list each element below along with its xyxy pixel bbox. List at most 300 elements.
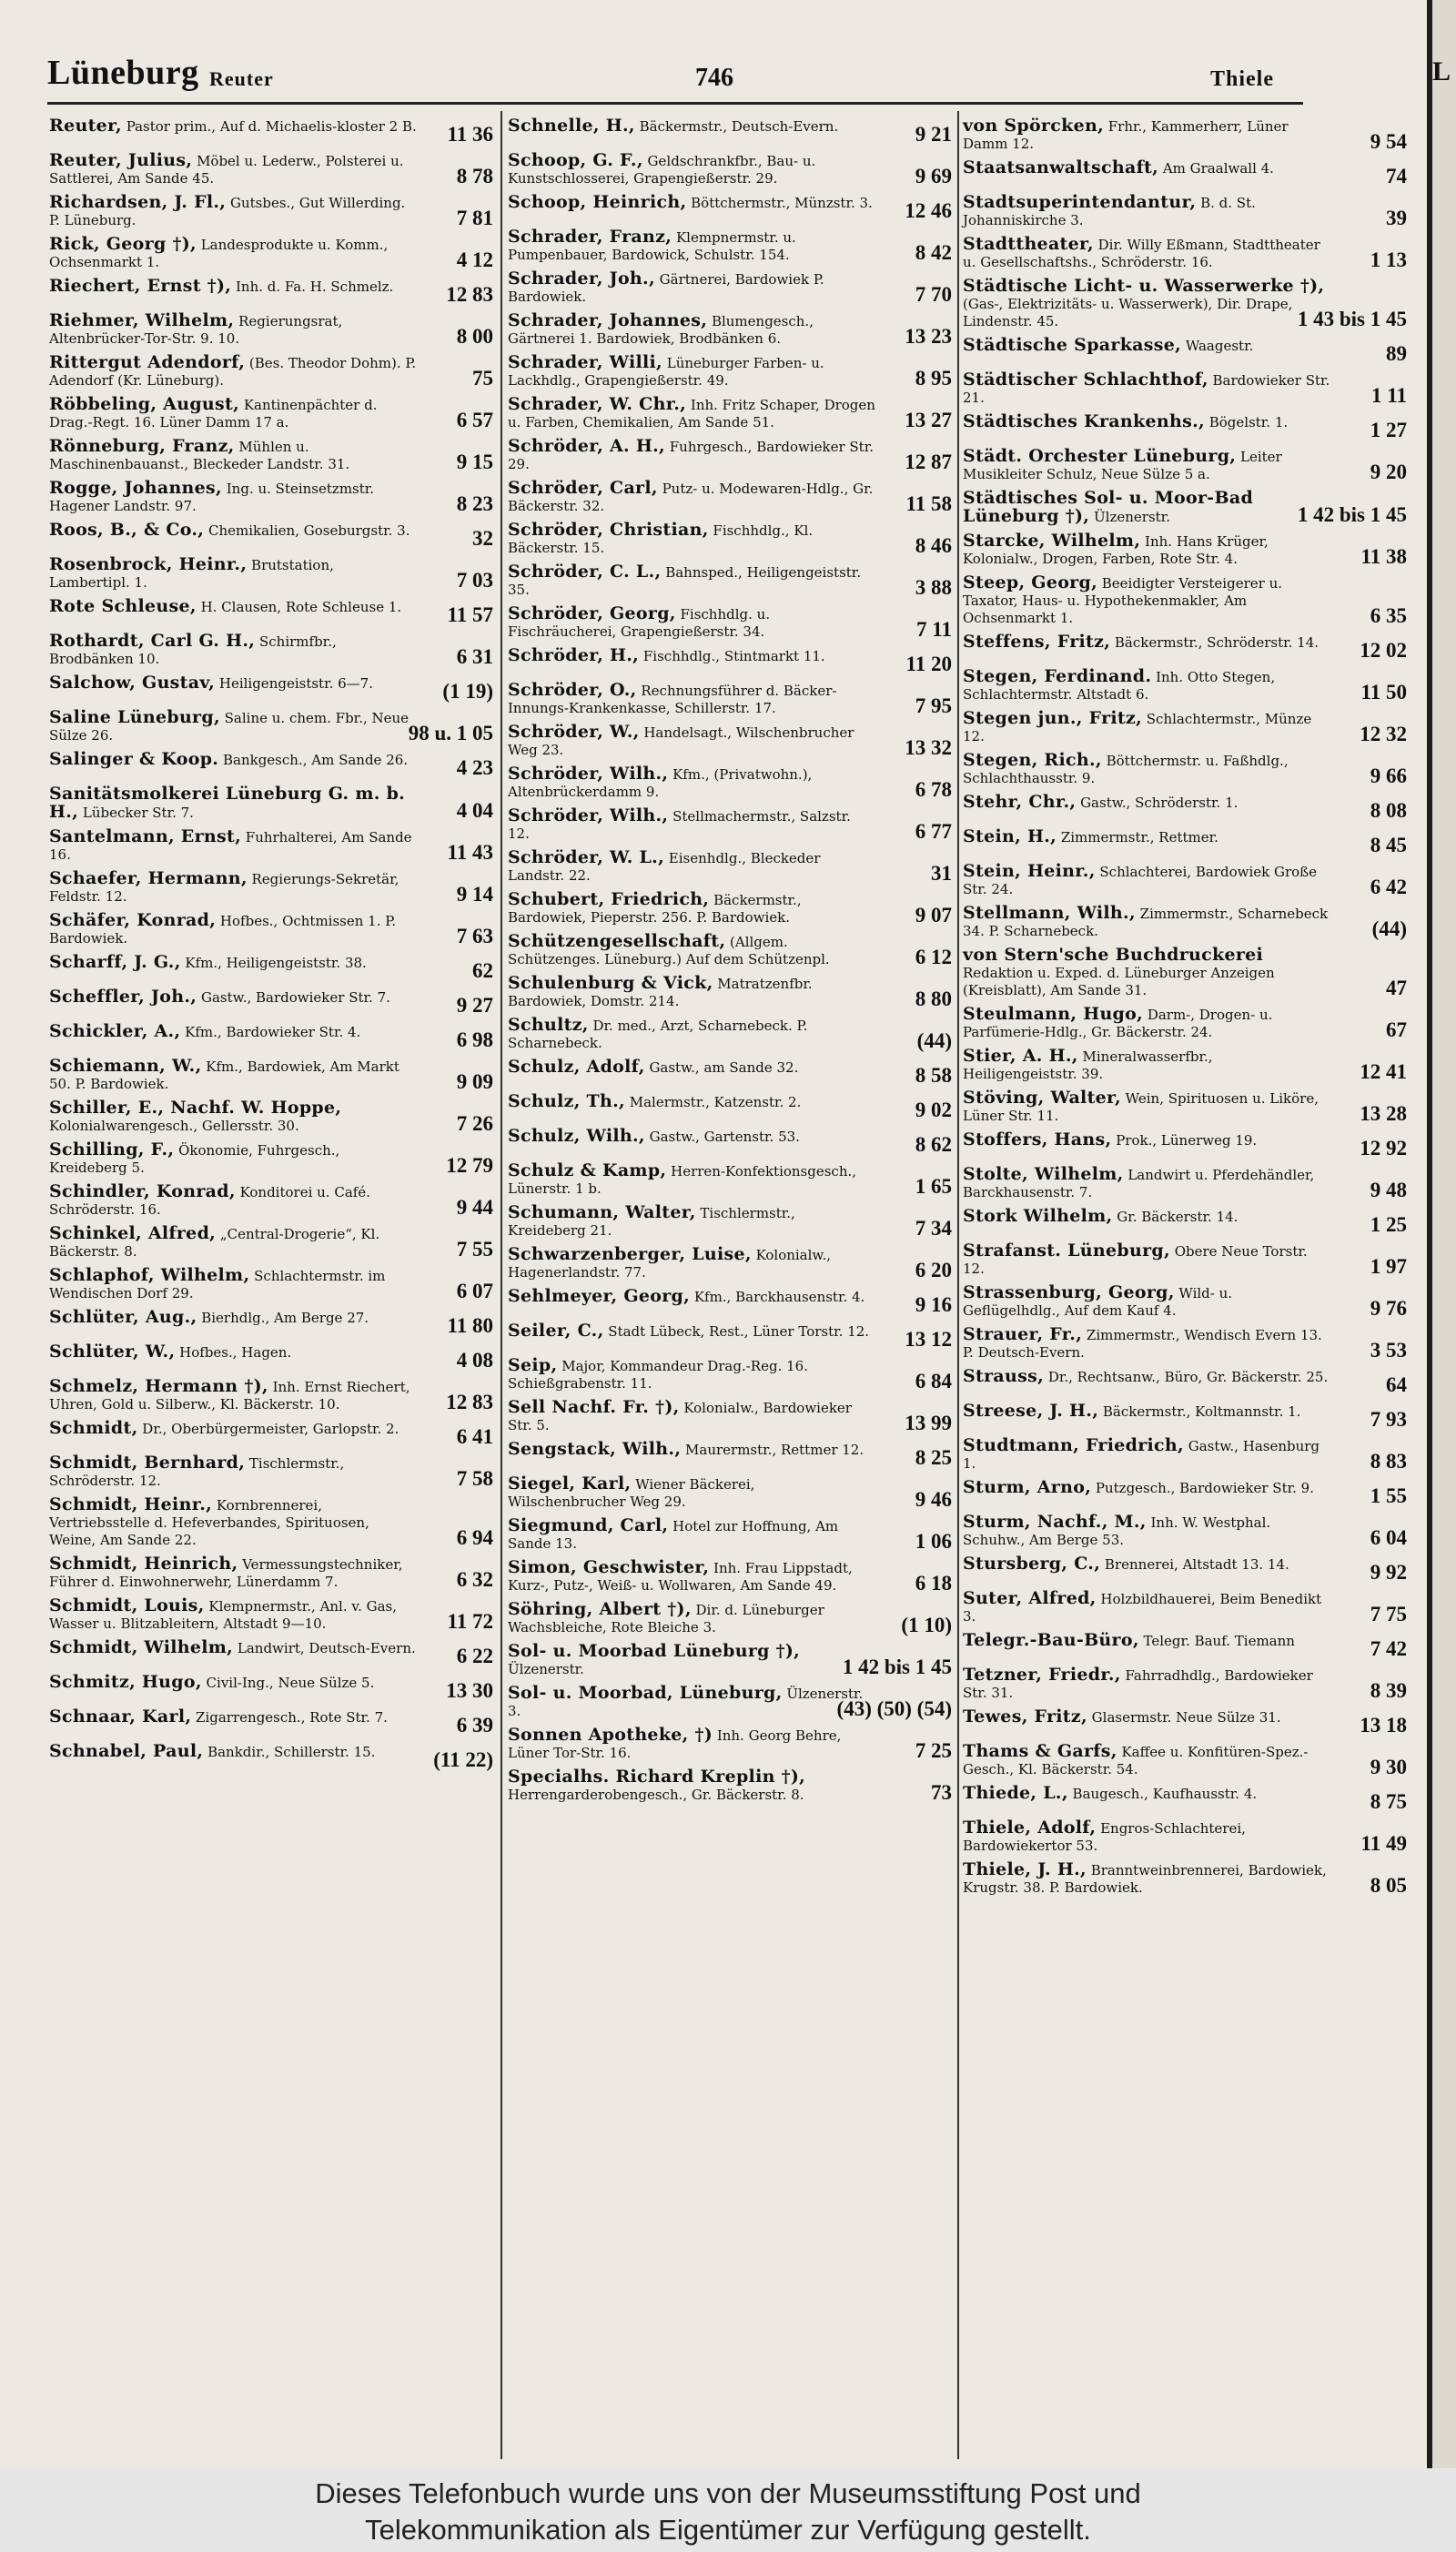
entry-description: Fahrradhdlg., Bardowieker Str. 31. — [963, 1667, 1313, 1701]
entry-phone-number: 9 66 — [1370, 765, 1407, 787]
directory-entry — [508, 191, 954, 226]
entry-name: Schumann, Walter, — [508, 1202, 696, 1222]
entry-description: Dr., Rechtsanw., Büro, Gr. Bäckerstr. 25. — [1047, 1369, 1329, 1385]
entry-description: Inh. Georg Behre, Lüner Tor-Str. 16. — [508, 1727, 842, 1761]
directory-entry — [49, 1020, 495, 1055]
directory-entry — [508, 1766, 954, 1808]
entry-name: Schoop, G. F., — [508, 150, 643, 170]
directory-entry — [49, 1097, 495, 1139]
entry-name: Steffens, Fritz, — [963, 632, 1111, 652]
directory-entry — [49, 1740, 495, 1775]
entry-description: (Bes. Theodor Dohm). P. Adendorf (Kr. Lüneburg). — [49, 355, 417, 389]
entry-phone-number: 8 08 — [1370, 799, 1407, 822]
entry-name: Stursberg, C., — [963, 1554, 1101, 1574]
entry-phone-number: 9 20 — [1370, 461, 1407, 483]
entry-name: Siegmund, Carl, — [508, 1515, 669, 1535]
entry-name: Studtmann, Friedrich, — [963, 1435, 1184, 1455]
entry-description: Brennerei, Altstadt 13. 14. — [1104, 1556, 1289, 1573]
entry-description: Kfm., Barckhausenstr. 4. — [693, 1289, 865, 1305]
entry-phone-number: 9 09 — [456, 1070, 493, 1093]
entry-phone-number: 6 41 — [456, 1425, 493, 1448]
header-last-entry: Thiele — [1210, 67, 1274, 91]
entry-name: Schröder, Wilh., — [508, 805, 669, 825]
entry-name: Städtisches Krankenhs., — [963, 411, 1205, 431]
directory-entry — [508, 519, 954, 561]
entry-description: Schlachtermstr. im Wendischen Dorf 29. — [49, 1268, 386, 1301]
entry-phone-number: 7 95 — [915, 694, 952, 717]
entry-name: Telegr.-Bau-Büro, — [963, 1630, 1139, 1650]
entry-description: Schlachterei, Bardowiek Große Str. 24. — [963, 864, 1318, 897]
directory-entry — [508, 1160, 954, 1201]
directory-entry — [963, 334, 1409, 369]
entry-description: Tischlermstr., Schröderstr. 12. — [49, 1455, 345, 1489]
entry-name: Schröder, Georg, — [508, 603, 676, 623]
entry-name: von Spörcken, — [963, 116, 1104, 136]
entry-name: Schoop, Heinrich, — [508, 192, 687, 212]
entry-description: Gr. Bäckerstr. 14. — [1117, 1209, 1239, 1225]
entry-phone-number: 13 23 — [905, 325, 952, 348]
entry-description: Mühlen u. Maschinenbauanst., Bleckeder Landstr. 31. — [49, 439, 350, 472]
entry-description: Civil-Ing., Neue Sülze 5. — [206, 1675, 375, 1691]
entry-phone-number: 4 04 — [456, 799, 493, 822]
entry-description: Gastw., Hasenburg 1. — [963, 1438, 1320, 1472]
entry-phone-number: 13 28 — [1360, 1102, 1407, 1125]
entry-description: Beeidigter Versteigerer u. Taxator, Haus- u. Hypothekenmakler, Am Ochsenmarkt 1. — [963, 575, 1282, 626]
entry-description: Branntweinbrennerei, Bardowiek, Krugstr. 38. P. Bardowiek. — [963, 1862, 1327, 1896]
entry-description: Dr., Oberbürgermeister, Garlopstr. 2. — [142, 1421, 399, 1437]
entry-phone-number: 8 78 — [456, 165, 493, 187]
entry-phone-number: 6 07 — [456, 1280, 493, 1302]
entry-name: Rosenbrock, Heinr., — [49, 554, 248, 574]
entry-name: Schubert, Friedrich, — [508, 889, 710, 909]
entry-name: Sol- u. Moorbad, Lüneburg, — [508, 1683, 783, 1703]
entry-description: Stadt Lübeck, Rest., Lüner Torstr. 12. — [608, 1323, 870, 1340]
directory-entry — [49, 275, 495, 309]
entry-description: Inh. Frau Lippstadt, Kurz-, Putz-, Weiß- u. Wollwaren, Am Sande 49. — [508, 1560, 853, 1594]
entry-name: Schröder, C. L., — [508, 562, 662, 582]
entry-name: Suter, Alfred, — [963, 1588, 1097, 1608]
entry-description: B. d. St. Johanniskirche 3. — [963, 195, 1256, 228]
entry-description: Dir. Willy Eßmann, Stadttheater u. Gesellschaftshs., Schröderstr. 16. — [963, 237, 1320, 270]
entry-name: Stehr, Chr., — [963, 792, 1077, 812]
entry-name: Steep, Georg, — [963, 572, 1097, 592]
entry-description: Pastor prim., Auf d. Michaelis-kloster 2 B. — [126, 118, 417, 135]
entry-description: Leiter Musikleiter Schulz, Neue Sülze 5 a. — [963, 449, 1282, 482]
entry-description: Engros-Schlachterei, Bardowiekertor 53. — [963, 1820, 1246, 1854]
directory-entry — [963, 1476, 1409, 1511]
directory-entry — [508, 1396, 954, 1438]
directory-entry — [508, 351, 954, 393]
entry-name: Stadttheater, — [963, 234, 1094, 254]
entry-phone-number: 6 39 — [456, 1714, 493, 1737]
entry-phone-number: 8 58 — [915, 1064, 952, 1087]
entry-description: Wein, Spirituosen u. Liköre, Lüner Str. 11. — [963, 1090, 1319, 1124]
directory-entry — [49, 1706, 495, 1740]
entry-description: Tischlermstr., Kreideberg 21. — [508, 1205, 795, 1239]
entry-description: Fischhdlg., Kl. Bäckerstr. 15. — [508, 522, 814, 556]
entry-name: Riehmer, Wilhelm, — [49, 310, 235, 330]
entry-description: Brutstation, Lambertipl. 1. — [49, 557, 334, 591]
entry-description: Inh. Ernst Riechert, Uhren, Gold u. Silberw., Kl. Bäckerstr. 10. — [49, 1379, 410, 1413]
entry-phone-number: 13 12 — [905, 1328, 952, 1351]
directory-entry — [508, 930, 954, 972]
entry-description: Schlachtermstr., Münze 12. — [963, 711, 1312, 744]
entry-description: Mineralwasserfbr., Heiligengeiststr. 39. — [963, 1048, 1213, 1082]
entry-name: Sonnen Apotheke, †) — [508, 1725, 713, 1745]
directory-entry — [963, 410, 1409, 445]
directory-entry — [963, 157, 1409, 191]
entry-name: Schulz, Wilh., — [508, 1126, 645, 1146]
entry-phone-number: 4 23 — [456, 756, 493, 779]
directory-entry — [49, 1553, 495, 1595]
directory-entry — [49, 1452, 495, 1494]
directory-entry — [49, 115, 495, 149]
entry-phone-number: 7 63 — [456, 925, 493, 947]
directory-entry — [49, 706, 495, 748]
entry-description: Frhr., Kammerherr, Lüner Damm 12. — [963, 118, 1289, 152]
directory-entry — [963, 1323, 1409, 1365]
entry-phone-number: 1 97 — [1370, 1255, 1407, 1278]
entry-phone-number: 7 81 — [456, 207, 493, 229]
entry-name: Simon, Geschwister, — [508, 1557, 710, 1577]
entry-phone-number: 7 34 — [915, 1217, 952, 1240]
footer-notice — [0, 2468, 1456, 2552]
entry-name: Schiller, E., Nachf. W. Hoppe, — [49, 1098, 342, 1118]
entry-name: Stein, Heinr., — [963, 861, 1096, 881]
entry-description: Kfm., Bardowiek, Am Markt 50. P. Bardowiek. — [49, 1058, 399, 1092]
entry-phone-number: 8 62 — [915, 1133, 952, 1156]
directory-entry — [508, 603, 954, 644]
entry-name: Schickler, A., — [49, 1021, 181, 1041]
directory-entry — [508, 1243, 954, 1285]
entry-name: Stellmann, Wilh., — [963, 903, 1136, 923]
entry-phone-number: 9 76 — [1370, 1297, 1407, 1320]
entry-description: Dr. med., Arzt, Scharnebeck. P. Scharnebeck. — [508, 1018, 808, 1051]
entry-phone-number: 11 57 — [447, 603, 493, 626]
entry-phone-number: 74 — [1386, 165, 1407, 187]
directory-entry — [963, 1740, 1409, 1782]
entry-phone-number: 7 75 — [1370, 1603, 1407, 1625]
entry-description: Kaffee u. Konfitüren-Spez.-Gesch., Kl. Bäckerstr. 54. — [963, 1744, 1309, 1777]
entry-description: „Central-Drogerie“, Kl. Bäckerstr. 8. — [49, 1226, 380, 1260]
entry-name: Stork Wilhelm, — [963, 1206, 1113, 1226]
entry-phone-number: 75 — [472, 367, 493, 390]
entry-name: Schindler, Konrad, — [49, 1181, 236, 1201]
entry-description: Maurermstr., Rettmer 12. — [685, 1442, 864, 1458]
entry-phone-number: 47 — [1386, 977, 1407, 999]
entry-name: Städtisches Sol- u. Moor-Bad Lüneburg †), — [963, 488, 1254, 526]
directory-entry — [508, 721, 954, 763]
entry-description: Inh. d. Fa. H. Schmelz. — [236, 278, 394, 295]
directory-entry — [963, 1629, 1409, 1664]
entry-phone-number: 6 57 — [456, 409, 493, 431]
entry-name: Tewes, Fritz, — [963, 1706, 1087, 1727]
entry-name: Schrader, Johannes, — [508, 310, 708, 330]
entry-name: Schlüter, Aug., — [49, 1307, 197, 1327]
entry-description: Landesprodukte u. Komm., Ochsenmarkt 1. — [49, 237, 389, 270]
entry-description: Wild- u. Geflügelhdlg., Auf dem Kauf 4. — [963, 1285, 1233, 1319]
entry-phone-number: 3 53 — [1370, 1339, 1407, 1362]
entry-description: Ülzenerstr. — [1094, 509, 1170, 525]
entry-phone-number: (1 10) — [901, 1614, 952, 1636]
header-first-entry: Reuter — [209, 67, 274, 90]
entry-phone-number: 12 87 — [905, 451, 952, 473]
entry-description: (Gas-, Elektrizitäts- u. Wasserwerk), Dir. Drape, Lindenstr. 45. — [963, 296, 1293, 329]
directory-entry — [963, 1281, 1409, 1323]
entry-phone-number: 73 — [931, 1781, 952, 1804]
entry-phone-number: 9 14 — [456, 883, 493, 906]
entry-phone-number: 6 77 — [915, 820, 952, 843]
page-header — [47, 53, 1303, 100]
entry-phone-number: 32 — [472, 527, 493, 550]
directory-entry — [963, 445, 1409, 487]
entry-description: Gastw., am Sande 32. — [649, 1059, 799, 1076]
directory-entry — [49, 1139, 495, 1180]
directory-entry — [49, 553, 495, 595]
directory-entry — [963, 1087, 1409, 1129]
entry-description: Schirmfbr., Brodbänken 10. — [49, 633, 337, 667]
directory-entry — [49, 1671, 495, 1706]
entry-name: Städtische Licht- u. Wasserwerke †), — [963, 276, 1325, 296]
entry-name: Städtische Sparkasse, — [963, 335, 1182, 355]
entry-description: Kolonialw., Hagenerlandstr. 77. — [508, 1247, 832, 1281]
column-middle — [508, 115, 954, 2463]
entry-phone-number: 8 46 — [915, 534, 952, 557]
header-city: Lüneburg — [47, 54, 199, 92]
entry-description: Böttchermstr., Münzstr. 3. — [691, 195, 873, 211]
entry-phone-number: 9 30 — [1370, 1756, 1407, 1778]
entry-name: Sturm, Nachf., M., — [963, 1512, 1147, 1532]
entry-name: Stöving, Walter, — [963, 1088, 1121, 1108]
entry-name: Seiler, C., — [508, 1321, 604, 1341]
entry-name: Schiemann, W., — [49, 1056, 202, 1076]
entry-phone-number: 6 42 — [1370, 876, 1407, 898]
entry-phone-number: 8 95 — [915, 367, 952, 390]
directory-entry — [49, 351, 495, 393]
entry-description: Kolonialw., Bardowieker Str. 5. — [508, 1400, 852, 1433]
directory-entry — [49, 393, 495, 435]
directory-entry — [963, 275, 1409, 334]
directory-entry — [49, 783, 495, 825]
entry-phone-number: 9 07 — [915, 904, 952, 927]
entry-name: Schmidt, Wilhelm, — [49, 1637, 234, 1657]
directory-entry — [508, 888, 954, 930]
footer-line-2: Telekommunikation als Eigentümer zur Verfügung gestellt. — [365, 2514, 1091, 2546]
directory-entry — [963, 530, 1409, 572]
entry-name: Santelmann, Ernst, — [49, 826, 241, 846]
entry-phone-number: 11 80 — [447, 1314, 493, 1337]
entry-name: Schützengesellschaft, — [508, 931, 726, 951]
entry-name: Schulz & Kamp, — [508, 1160, 667, 1180]
entry-description: Zigarrengesch., Rote Str. 7. — [196, 1709, 388, 1726]
entry-name: Salchow, Gustav, — [49, 673, 216, 693]
entry-description: Zimmermstr., Scharnebeck 34. P. Scharnebeck. — [963, 906, 1329, 939]
directory-entry — [508, 1724, 954, 1766]
directory-entry — [49, 1264, 495, 1306]
entry-description: Möbel u. Lederw., Polsterei u. Sattlerei, Am Sande 45. — [49, 153, 404, 187]
entry-name: Schröder, W., — [508, 722, 640, 742]
entry-description: Handelsagt., Wilschenbrucher Weg 23. — [508, 724, 854, 758]
entry-description: Klempnermstr. u. Pumpenbauer, Bardowick, Schulstr. 154. — [508, 229, 796, 263]
entry-phone-number: (1 19) — [442, 680, 493, 703]
entry-description: Putz- u. Modewaren-Hdlg., Gr. Bäckerstr. 32. — [508, 481, 874, 514]
directory-entry — [49, 1180, 495, 1222]
entry-name: Schultz, — [508, 1015, 589, 1035]
directory-entry — [49, 233, 495, 275]
entry-description: Stellmachermstr., Salzstr. 12. — [508, 808, 851, 842]
directory-entry — [963, 1434, 1409, 1476]
directory-entry — [963, 1782, 1409, 1817]
entry-name: Thiede, L., — [963, 1783, 1068, 1803]
entry-name: Rittergut Adendorf, — [49, 352, 246, 372]
entry-name: Schmitz, Hugo, — [49, 1672, 202, 1692]
entry-description: Fischhdlg., Stintmarkt 11. — [642, 648, 825, 664]
entry-description: Dir. d. Lüneburger Wachsbleiche, Rote Bleiche 3. — [508, 1602, 824, 1636]
directory-entry — [508, 1556, 954, 1598]
entry-description: Zimmermstr., Rettmer. — [1060, 829, 1218, 846]
entry-phone-number: 9 44 — [456, 1196, 493, 1219]
entry-name: Schulz, Adolf, — [508, 1057, 645, 1077]
entry-name: Schmidt, — [49, 1418, 138, 1438]
directory-entry — [963, 1163, 1409, 1205]
entry-name: Schrader, Willi, — [508, 352, 662, 372]
entry-name: Schmelz, Hermann †), — [49, 1376, 268, 1396]
entry-name: Strassenburg, Georg, — [963, 1282, 1175, 1302]
entry-phone-number: 11 43 — [447, 841, 493, 864]
entry-description: Hofbes., Ochtmissen 1. P. Bardowiek. — [49, 913, 397, 947]
entry-phone-number: 9 16 — [915, 1293, 952, 1316]
entry-name: Schinkel, Alfred, — [49, 1223, 217, 1243]
directory-entry — [963, 1129, 1409, 1163]
entry-phone-number: 7 70 — [915, 283, 952, 306]
entry-description: Ülzenerstr. 3. — [508, 1686, 864, 1719]
entry-description: Inh. Fritz Schaper, Drogen u. Farben, Chemikalien, Am Sande 51. — [508, 397, 875, 430]
next-page-edge — [1427, 0, 1456, 2468]
entry-phone-number: 12 83 — [446, 283, 493, 306]
column-right — [963, 115, 1409, 2463]
directory-entry — [508, 763, 954, 805]
entry-description: Ülzenerstr. — [508, 1661, 584, 1677]
entry-name: Schröder, O., — [508, 680, 637, 700]
entry-name: Schrader, Franz, — [508, 227, 672, 247]
entry-phone-number: 1 65 — [915, 1175, 952, 1198]
entry-name: Strauer, Fr., — [963, 1324, 1083, 1344]
entry-phone-number: 7 42 — [1370, 1637, 1407, 1660]
directory-entry — [963, 1817, 1409, 1858]
entry-description: Kantinenpächter d. Drag.-Regt. 16. Lüner Damm 17 a. — [49, 397, 378, 430]
directory-entry — [49, 1055, 495, 1097]
entry-description: Bardowieker Str. 21. — [963, 372, 1330, 406]
entry-phone-number: 13 30 — [446, 1679, 493, 1702]
entry-name: Rönneburg, Franz, — [49, 436, 235, 456]
column-left — [49, 115, 495, 2463]
entry-description: Gutsbes., Gut Willerding. P. Lüneburg. — [49, 195, 406, 228]
entry-description: Fuhrhalterei, Am Sande 16. — [49, 829, 412, 863]
directory-entry — [49, 1222, 495, 1264]
entry-phone-number: 7 26 — [456, 1112, 493, 1135]
entry-description: Vermessungstechniker, Führer d. Einwohnerwehr, Lünerdamm 7. — [49, 1556, 403, 1590]
entry-description: Lübecker Str. 7. — [82, 805, 194, 821]
entry-description: Putzgesch., Bardowieker Str. 9. — [1095, 1480, 1314, 1496]
entry-phone-number: 7 55 — [456, 1238, 493, 1261]
entry-phone-number: 13 99 — [905, 1412, 952, 1434]
entry-phone-number: (11 22) — [433, 1748, 493, 1771]
directory-entry — [508, 1640, 954, 1682]
directory-entry — [49, 951, 495, 986]
entry-phone-number: 6 84 — [915, 1370, 952, 1392]
entry-description: Bögelstr. 1. — [1208, 414, 1289, 430]
directory-entry — [508, 1320, 954, 1354]
entry-name: Schröder, W. L., — [508, 847, 665, 867]
entry-phone-number: 1 55 — [1370, 1484, 1407, 1507]
entry-phone-number: 11 49 — [1360, 1832, 1407, 1855]
entry-phone-number: 9 15 — [456, 451, 493, 473]
directory-entry — [49, 1306, 495, 1341]
entry-phone-number: 8 45 — [1370, 834, 1407, 856]
entry-phone-number: 64 — [1386, 1373, 1407, 1396]
directory-entry — [49, 748, 495, 783]
directory-entry — [508, 115, 954, 149]
entry-description: Gastw., Schröderstr. 1. — [1080, 795, 1239, 811]
entry-phone-number: 8 83 — [1370, 1450, 1407, 1473]
entry-phone-number: 8 80 — [915, 987, 952, 1010]
entry-phone-number: 1 06 — [915, 1530, 952, 1553]
entry-description: Ökonomie, Fuhrgesch., Kreideberg 5. — [49, 1142, 340, 1176]
entry-phone-number: 13 32 — [905, 736, 952, 759]
directory-entry — [963, 631, 1409, 665]
directory-entry — [963, 707, 1409, 749]
entry-description: Major, Kommandeur Drag.-Reg. 16. Schießgrabenstr. 11. — [508, 1358, 808, 1392]
entry-phone-number: 7 93 — [1370, 1408, 1407, 1431]
entry-description: Bäckermstr., Deutsch-Evern. — [639, 118, 839, 135]
entry-phone-number: 9 46 — [915, 1488, 952, 1511]
entry-phone-number: 6 31 — [456, 645, 493, 668]
entry-name: Schröder, H., — [508, 645, 640, 665]
entry-phone-number: 89 — [1386, 342, 1407, 365]
entry-name: Saline Lüneburg, — [49, 707, 220, 727]
directory-entry — [49, 1341, 495, 1375]
entry-description: Saline u. chem. Fbr., Neue Sülze 26. — [49, 710, 410, 744]
directory-entry — [508, 1285, 954, 1320]
entry-name: Sell Nachf. Fr. †), — [508, 1397, 680, 1417]
directory-entry — [963, 749, 1409, 791]
header-rule — [47, 102, 1303, 105]
directory-entry — [963, 1706, 1409, 1740]
entry-name: Stein, H., — [963, 826, 1057, 846]
entry-description: Hofbes., Hagen. — [179, 1344, 292, 1361]
directory-entry — [508, 149, 954, 191]
entry-description: Bankgesch., Am Sande 26. — [222, 752, 409, 768]
entry-description: Inh. Hans Krüger, Kolonialw., Drogen, Farben, Rote Str. 4. — [963, 533, 1269, 567]
entry-phone-number: 11 72 — [447, 1610, 493, 1633]
entry-phone-number: 12 02 — [1360, 639, 1407, 662]
entry-phone-number: 8 42 — [915, 241, 952, 264]
entry-name: Schmidt, Louis, — [49, 1595, 205, 1615]
entry-name: Sol- u. Moorbad Lüneburg †), — [508, 1641, 801, 1661]
directory-entry — [508, 1201, 954, 1243]
entry-description: Blumengesch., Gärtnerei 1. Bardowiek, Brodbänken 6. — [508, 313, 814, 347]
entry-description: Bahnsped., Heiligengeiststr. 35. — [508, 564, 862, 598]
entry-phone-number: 7 03 — [456, 569, 493, 592]
entry-description: Landwirt, Deutsch-Evern. — [237, 1640, 416, 1656]
directory-entry — [508, 1598, 954, 1640]
directory-entry — [508, 1473, 954, 1514]
entry-name: Salinger & Koop. — [49, 749, 219, 769]
entry-phone-number: 62 — [472, 959, 493, 982]
directory-entry — [508, 972, 954, 1014]
entry-name: Städt. Orchester Lüneburg, — [963, 446, 1237, 466]
directory-entry — [508, 477, 954, 519]
